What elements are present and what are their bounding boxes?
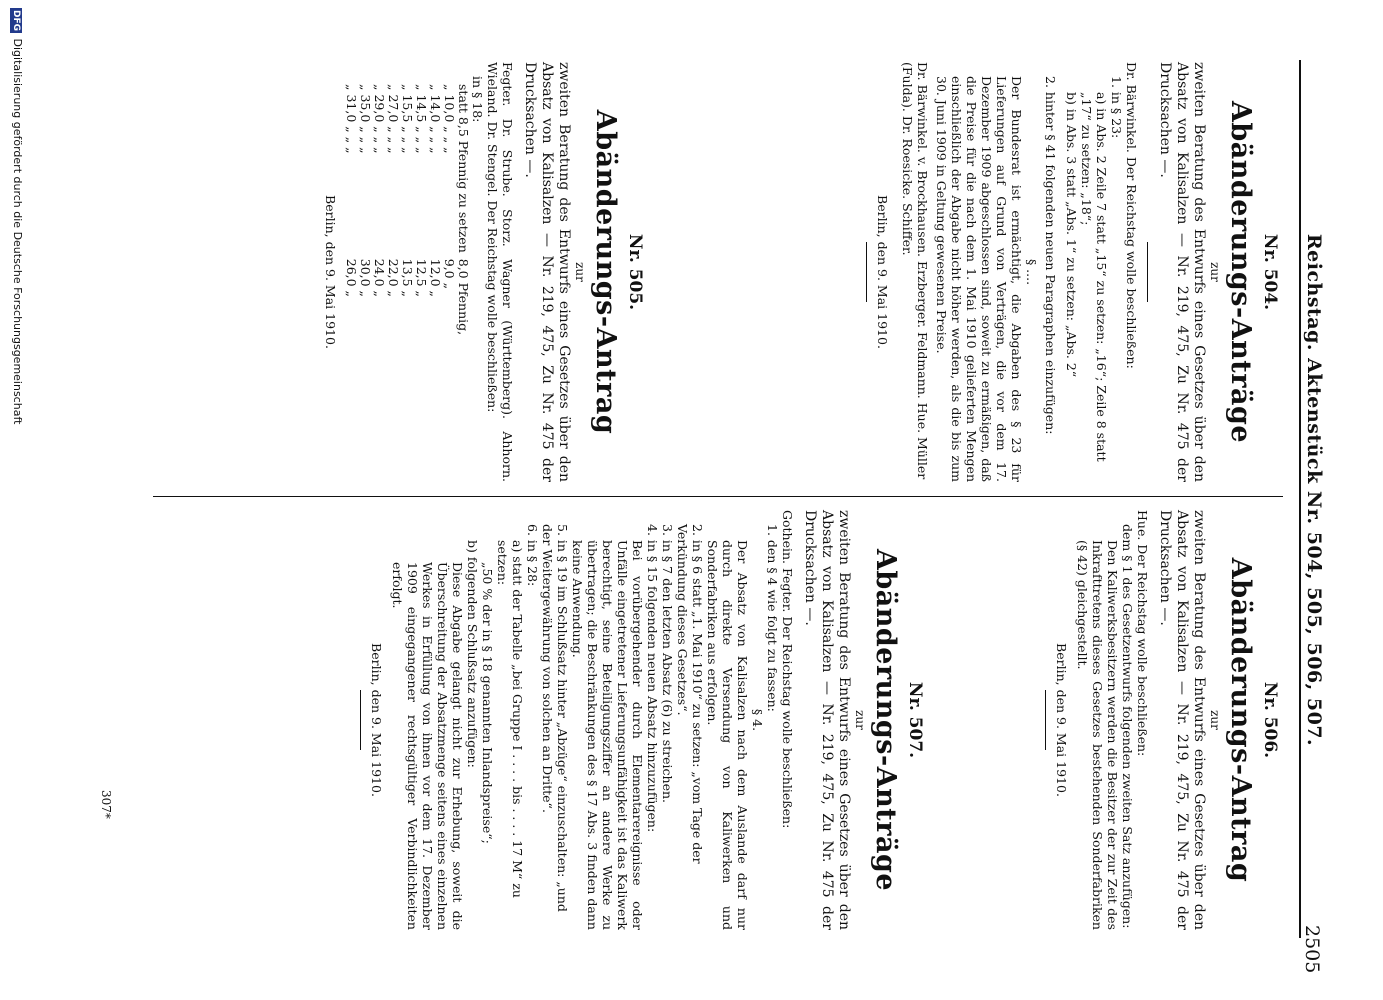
section-504-item-2: 2. hinter § 41 folgenden neuen Paragraphen einzufügen:: [1043, 76, 1058, 435]
section-505-date: Berlin, den 9. Mai 1910.: [323, 195, 338, 349]
section-504-subject: zweiten Beratung des Entwurfs eines Gesetzes über den Absatz von Kalisalzen — Nr. 219, 475, Zu Nr. 475 der Drucksachen —.: [1157, 62, 1207, 482]
dfg-logo-icon: DFG: [11, 10, 21, 32]
section-506-intro: Hue. Der Reichstag wolle beschließen:: [1135, 510, 1150, 757]
section-504-heading: Abänderungs-Anträge: [1225, 100, 1256, 444]
table-row: statt 8,5 Pfennig zu setzen 8,0 Pfennig,: [456, 84, 471, 336]
section-505: [323, 62, 648, 482]
section-505-subject: zweiten Beratung des Entwurfs eines Gesetzes über den Absatz von Kalisalzen — Nr. 219, 475, Zu Nr. 475 der Drucksachen —.: [522, 62, 572, 482]
section-507-title: Nr. 507.: [905, 681, 925, 759]
credit-text: Digitalisierung gefördert durch die Deutsche Forschungsgemeinschaft: [11, 38, 24, 425]
short-rule: [866, 242, 867, 302]
section-507-item-6a-quote: „50 % der in § 18 genannten Inlandspreise“;: [480, 562, 495, 844]
section-507-item-2: 2. in § 6 statt „1. Mai 1910“ zu setzen: „vom Tage der Verkündung dieses Gesetzes“.: [675, 524, 705, 864]
section-504-para-text: Der Bundesrat ist ermächtigt, die Abgaben des § 23 für Lieferungen auf Grund von Verträgen, die vor dem 17. Dezember 1909 abgeschlossen sind, soweit zu ermäßigen, daß die Preise für die nach dem 1. Mai 1910 gelieferten Mengen einschließlich der Abgabe nicht höher werden, als die bis zum 30. Juni 1909 in Geltung gewesenen Preise.: [934, 76, 1024, 482]
section-506: [1037, 510, 1283, 930]
section-505-item-1: in § 18:: [470, 76, 485, 123]
table-row: „ 27,0 „ „ „ 22,0 „: [386, 84, 401, 298]
section-507-item-6a: a) statt der Tabelle „bei Gruppe I . . . . bis . . . . 17 M“ zu setzen:: [495, 540, 525, 898]
sheet-mark: 307*: [99, 790, 113, 819]
section-506-quote: Den Kaliwerksbesitzern werden die Besitzer der zur Zeit des Inkrafttretens dieses Gesetzes bestehenden Sonderfabriken (§ 42) gleichgestellt.: [1075, 540, 1120, 930]
section-504: [858, 62, 1283, 482]
section-506-heading: Abänderungs-Antrag: [1225, 557, 1256, 883]
section-506-zur: zur: [1208, 710, 1222, 730]
section-507-item-6: 6. in § 28:: [525, 524, 540, 587]
section-504-date: Berlin, den 9. Mai 1910.: [875, 195, 890, 349]
section-504-item-1b: b) in Abs. 3 statt „Abs. 1“ zu setzen: „Abs. 2“: [1064, 92, 1079, 378]
section-506-subject: zweiten Beratung des Entwurfs eines Gesetzes über den Absatz von Kalisalzen — Nr. 219, 475, Zu Nr. 475 der Drucksachen —.: [1157, 510, 1207, 930]
table-row: „ 14,5 „ „ „ 12,5 „: [414, 84, 429, 298]
section-507-date: Berlin, den 9. Mai 1910.: [369, 643, 384, 797]
section-507: [352, 510, 928, 930]
table-row: „ 35,0 „ „ „ 30,0 „: [358, 84, 373, 298]
section-504-intro: Dr. Bärwinkel. Der Reichstag wolle beschließen:: [1124, 62, 1139, 369]
section-507-item-6b: b) folgenden Schlußsatz anzufügen:: [465, 540, 480, 768]
table-row: „ 10,0 „ „ „ 9,0 „: [442, 84, 457, 290]
section-507-subject: zweiten Beratung des Entwurfs eines Gesetzes über den Absatz von Kalisalzen — Nr. 219, 475, Zu Nr. 475 der Drucksachen —.: [802, 510, 852, 930]
section-505-heading: Abänderungs-Antrag: [590, 109, 621, 435]
section-507-item-6b-quote: Diese Abgabe gelangt nicht zur Erhebung, soweit die Überschreitung der Absatzmenge seitens eines einzelnen Werkes in Erfüllung von ihnen vor dem 17. Dezember 1909 eingegangener rechtsgültiger Verbindlichkeiten erfolgt.: [390, 562, 465, 930]
section-507-heading: Abänderungs-Anträge: [870, 548, 901, 892]
section-505-zur: zur: [573, 262, 587, 282]
header-rule: [1299, 60, 1301, 938]
short-rule: [1045, 690, 1046, 750]
section-504-item-1a: a) in Abs. 2 Zeile 7 statt „15“ zu setzen: „16“; Zeile 8 statt „17“ zu setzen: „18“;: [1079, 92, 1109, 462]
section-504-zur: zur: [1208, 262, 1222, 282]
section-504-signers: Dr. Bärwinkel. v. Brockhausen. Erzberger. Feldmann. Hue. Müller (Fulda). Dr. Roesicke. Schiffer.: [900, 62, 930, 480]
short-rule: [360, 690, 361, 750]
dfg-credit: [10, 8, 24, 424]
table-row: „ 29,0 „ „ „ 24,0 „: [372, 84, 387, 298]
short-rule: [1147, 242, 1148, 302]
section-507-item-1: 1. den § 4 wie folgt zu fassen:: [765, 524, 780, 712]
page-footer: [0, 0, 28, 1000]
page-header: [1283, 0, 1383, 1000]
column-divider: [153, 496, 1283, 497]
section-504-para-sign: § ....: [1024, 258, 1039, 286]
section-504-item-1: 1. in § 23:: [1109, 76, 1124, 139]
section-507-intro: Gothein. Fegter. Der Reichstag wolle beschließen:: [780, 510, 795, 829]
rate-table: [344, 84, 470, 341]
section-507-item-4-text: Bei vorübergehender durch Elementarereignisse oder Unfälle eingetretener Lieferungsunfähigkeit ist das Kaliwerk berechtigt, seine Beteiligungsziffer an andere Werke zu übertragen; die Beschränkungen des § 17 Abs. 3 finden dann keine Anwendung.: [570, 540, 645, 930]
table-row: „ 31,0 „ „ „ 26,0 „: [344, 84, 359, 298]
section-507-para-4: § 4.: [750, 708, 765, 732]
section-506-title: Nr. 506.: [1260, 681, 1280, 759]
table-row: „ 15,5 „ „ „ 13,5 „: [400, 84, 415, 298]
table-row: „ 14,0 „ „ „ 12,0 „: [428, 84, 443, 298]
section-507-item-3: 3. in § 7 den letzten Absatz (6) zu streichen.: [660, 524, 675, 803]
section-507-item-5: 5. in § 19 im Schlußsatz hinter „Abzüge“ einzuschalten: „und der Weitergewährung von solchen an Dritte“.: [540, 524, 570, 912]
section-505-intro: Fegter. Dr. Strube. Storz. Wagner (Württemberg). Ahhorn. Wieland. Dr. Stengel. Der Reichstag wolle beschließen:: [485, 62, 515, 482]
running-title: Reichstag. Aktenstück Nr. 504, 505, 506, 507.: [1303, 233, 1325, 747]
section-505-title: Nr. 505.: [625, 233, 645, 311]
section-506-body: dem § 1 des Gesetzentwurfs folgenden zweiten Satz anzufügen:: [1120, 524, 1135, 929]
section-504-title: Nr. 504.: [1260, 233, 1280, 311]
section-507-item-4: 4. in § 15 folgenden neuen Absatz hinzuzufügen:: [645, 524, 660, 833]
section-507-zur: zur: [853, 710, 867, 730]
section-506-date: Berlin, den 9. Mai 1910.: [1054, 643, 1069, 797]
page-number: 2505: [1301, 925, 1323, 974]
section-507-para-4-text: Der Absatz von Kalisalzen nach dem Auslande darf nur durch direkte Versendung von Kaliwerken und Sonderfabriken aus erfolgen.: [705, 540, 750, 930]
